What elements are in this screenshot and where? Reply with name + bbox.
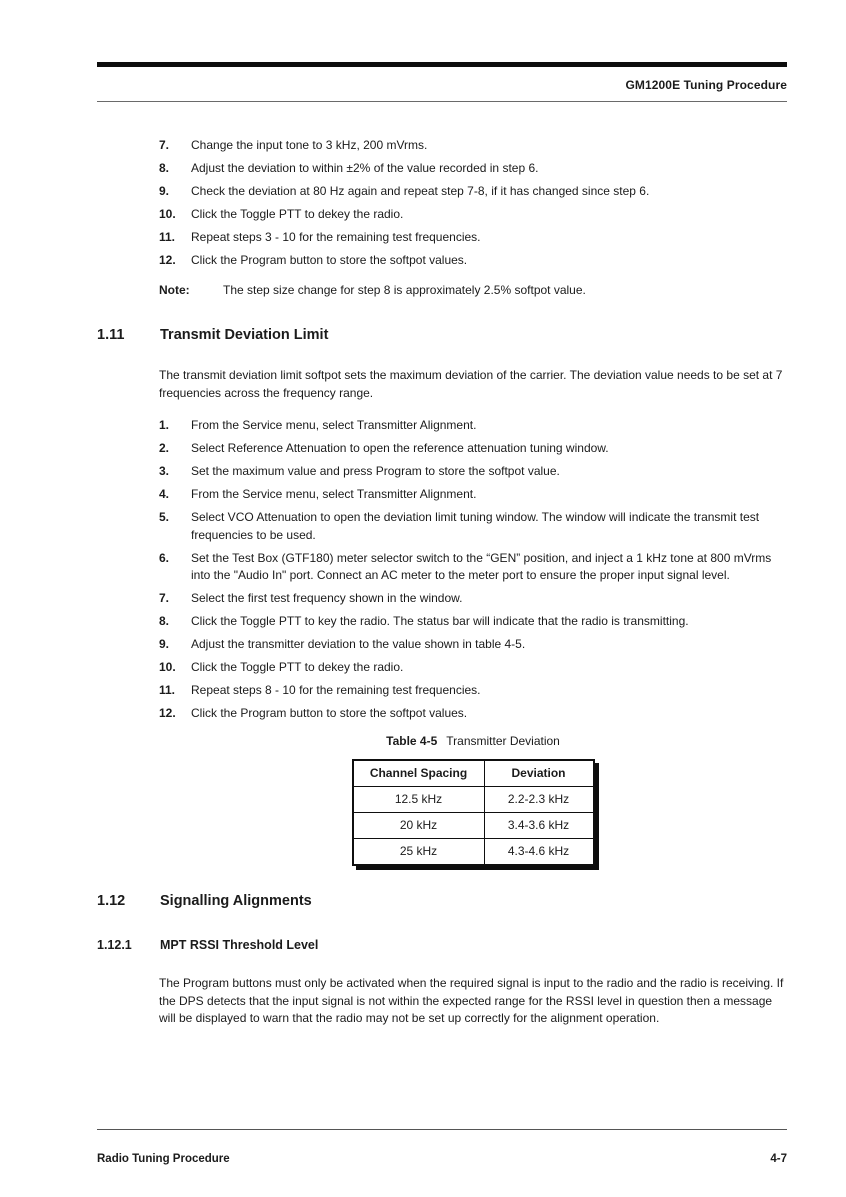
table-caption-label: Table 4-5 bbox=[386, 733, 438, 748]
section-heading-1-12-1 bbox=[97, 938, 787, 953]
section-title: Signalling Alignments bbox=[160, 893, 312, 909]
section-title: Transmit Deviation Limit bbox=[160, 327, 329, 343]
section-heading-1-11 bbox=[97, 326, 787, 344]
column-header-channel-spacing: Channel Spacing bbox=[353, 760, 485, 787]
step-text: Repeat steps 8 - 10 for the remaining test frequencies. bbox=[191, 683, 481, 697]
step-text: Set the Test Box (GTF180) meter selector switch to the “GEN” position, and inject a 1 kHz tone at 800 mVrms into the "Audio In" port. Connect an AC meter to the meter port to ensure the proper input signal level. bbox=[191, 550, 772, 582]
step-item bbox=[159, 705, 787, 723]
step-number: 10. bbox=[159, 207, 176, 221]
numbered-step-list-1-11 bbox=[159, 417, 787, 723]
cell-channel-spacing: 20 kHz bbox=[353, 813, 485, 839]
step-number: 3. bbox=[159, 464, 170, 478]
footer-page-number: 4-7 bbox=[770, 1153, 787, 1165]
subsection-number: 1.12.1 bbox=[97, 938, 132, 952]
note-text: The step size change for step 8 is approximately 2.5% softpot value. bbox=[223, 282, 586, 297]
step-item bbox=[159, 417, 787, 435]
step-item bbox=[159, 636, 787, 654]
section-heading-1-12 bbox=[97, 892, 787, 910]
step-item bbox=[159, 206, 787, 224]
step-text: Adjust the deviation to within ±2% of the value recorded in step 6. bbox=[191, 161, 539, 175]
step-item bbox=[159, 590, 787, 608]
step-number: 12. bbox=[159, 253, 176, 267]
step-number: 9. bbox=[159, 184, 170, 198]
cell-deviation: 4.3-4.6 kHz bbox=[484, 839, 594, 866]
numbered-step-list-top bbox=[159, 137, 787, 270]
step-number: 11. bbox=[159, 683, 176, 697]
page-header bbox=[97, 0, 787, 102]
step-text: Adjust the transmitter deviation to the value shown in table 4-5. bbox=[191, 637, 526, 651]
column-header-deviation: Deviation bbox=[484, 760, 594, 787]
step-text: Click the Program button to store the softpot values. bbox=[191, 253, 468, 267]
step-item bbox=[159, 229, 787, 247]
table-row bbox=[353, 787, 594, 813]
step-number: 8. bbox=[159, 614, 170, 628]
table-row bbox=[353, 839, 594, 866]
step-text: From the Service menu, select Transmitter Alignment. bbox=[191, 418, 477, 432]
step-item bbox=[159, 252, 787, 270]
step-text: Click the Toggle PTT to dekey the radio. bbox=[191, 660, 404, 674]
transmitter-deviation-table bbox=[352, 759, 595, 866]
table-caption-text: Transmitter Deviation bbox=[446, 733, 560, 748]
step-text: Select the first test frequency shown in the window. bbox=[191, 591, 463, 605]
step-number: 5. bbox=[159, 510, 170, 524]
cell-channel-spacing: 12.5 kHz bbox=[353, 787, 485, 813]
header-running-title: GM1200E Tuning Procedure bbox=[625, 78, 787, 92]
step-number: 2. bbox=[159, 441, 170, 455]
step-number: 7. bbox=[159, 591, 170, 605]
step-item bbox=[159, 659, 787, 677]
table-header bbox=[353, 760, 594, 787]
note-label: Note: bbox=[159, 282, 190, 297]
cell-deviation: 3.4-3.6 kHz bbox=[484, 813, 594, 839]
step-number: 4. bbox=[159, 487, 170, 501]
section-1-11-intro: The transmit deviation limit softpot sets the maximum deviation of the carrier. The deviation value needs to be set at 7 frequencies across the frequency range. bbox=[159, 368, 783, 400]
section-number: 1.12 bbox=[97, 893, 126, 909]
footer-row bbox=[97, 1130, 787, 1165]
cell-deviation: 2.2-2.3 kHz bbox=[484, 787, 594, 813]
table-header-row bbox=[353, 760, 594, 787]
step-text: Click the Toggle PTT to key the radio. The status bar will indicate that the radio is transmitting. bbox=[191, 614, 689, 628]
step-number: 7. bbox=[159, 138, 170, 152]
step-text: Click the Toggle PTT to dekey the radio. bbox=[191, 207, 404, 221]
step-number: 12. bbox=[159, 706, 176, 720]
table-row bbox=[353, 813, 594, 839]
step-number: 6. bbox=[159, 550, 170, 565]
step-number: 11. bbox=[159, 230, 176, 244]
step-number: 10. bbox=[159, 660, 176, 674]
step-text: Check the deviation at 80 Hz again and repeat step 7-8, if it has changed since step 6. bbox=[191, 184, 650, 198]
step-text: Set the maximum value and press Program to store the softpot value. bbox=[191, 464, 560, 478]
step-text: Select VCO Attenuation to open the deviation limit tuning window. The window will indicate the transmit test frequencies to be used. bbox=[191, 510, 760, 542]
step-number: 8. bbox=[159, 161, 170, 175]
step-item bbox=[159, 463, 787, 481]
step-item bbox=[159, 440, 787, 458]
step-item bbox=[159, 682, 787, 700]
step-item bbox=[159, 613, 787, 631]
step-text: Click the Program button to store the softpot values. bbox=[191, 706, 468, 720]
step-item bbox=[159, 160, 787, 178]
table-body bbox=[353, 787, 594, 866]
section-number: 1.11 bbox=[97, 327, 125, 343]
step-text: Change the input tone to 3 kHz, 200 mVrms. bbox=[191, 138, 428, 152]
cell-channel-spacing: 25 kHz bbox=[353, 839, 485, 866]
table-block bbox=[159, 733, 787, 867]
page-footer bbox=[97, 1129, 787, 1165]
subsection-title: MPT RSSI Threshold Level bbox=[160, 938, 319, 952]
note bbox=[159, 282, 787, 300]
table-caption bbox=[159, 733, 787, 751]
section-1-12-1-body: The Program buttons must only be activated when the required signal is input to the radio and the radio is receiving. If the DPS detects that the input signal is not within the expected range for the RSSI level in question then a message will be displayed to warn that the radio may not be set up correctly for the alignment operation. bbox=[159, 976, 784, 1025]
step-item bbox=[159, 550, 787, 585]
footer-chapter-title: Radio Tuning Procedure bbox=[97, 1153, 230, 1165]
step-item bbox=[159, 509, 787, 544]
step-text: Select Reference Attenuation to open the reference attenuation tuning window. bbox=[191, 441, 609, 455]
page-content bbox=[97, 137, 787, 1028]
step-number: 1. bbox=[159, 418, 170, 432]
step-item bbox=[159, 486, 787, 504]
step-item bbox=[159, 137, 787, 155]
step-item bbox=[159, 183, 787, 201]
header-thin-rule bbox=[97, 101, 787, 102]
step-number: 9. bbox=[159, 637, 170, 651]
step-text: Repeat steps 3 - 10 for the remaining test frequencies. bbox=[191, 230, 481, 244]
step-text: From the Service menu, select Transmitter Alignment. bbox=[191, 487, 477, 501]
